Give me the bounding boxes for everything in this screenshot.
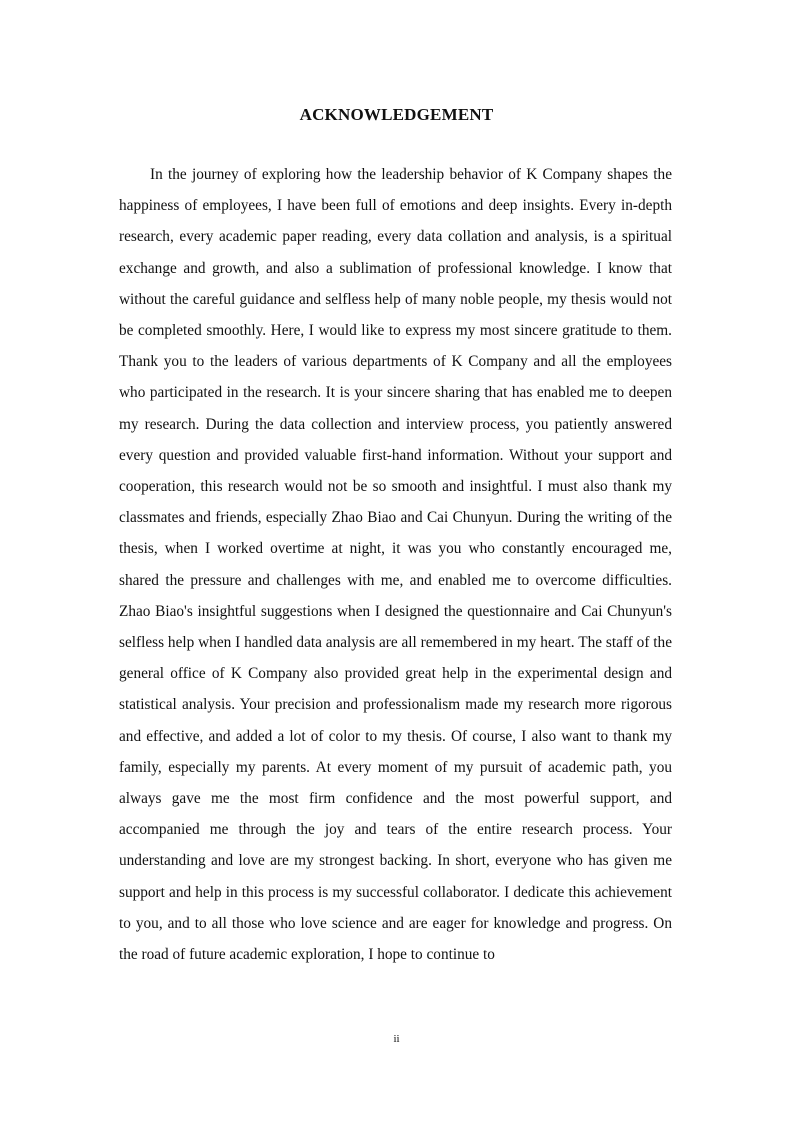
page-title: ACKNOWLEDGEMENT bbox=[299, 105, 494, 124]
acknowledgement-paragraph: In the journey of exploring how the leadership behavior of K Company shapes the happiness of employees, I have been full of emotions and deep insights. Every in-depth research, every academic paper reading, every data collation and analysis, is a spiritual exchange and growth, and also a sublimation of professional knowledge. I know that without the careful guidance and selfless help of many noble people, my thesis would not be completed smoothly. Here, I would like to express my most sincere gratitude to them. Thank you to the leaders of various departments of K Company and all the employees who participated in the research. It is your sincere sharing that has enabled me to deepen my research. During the data collection and interview process, you patiently answered every question and provided valuable first-hand information. Without your support and cooperation, this research would not be so smooth and insightful. I must also thank my classmates and friends, especially Zhao Biao and Cai Chunyun. During the writing of the thesis, when I worked overtime at night, it was you who constantly encouraged me, shared the pressure and challenges with me, and enabled me to overcome difficulties. Zhao Biao's insightful suggestions when I designed the questionnaire and Cai Chunyun's selfless help when I handled data analysis are all remembered in my heart. The staff of the general office of K Company also provided great help in the experimental design and statistical analysis. Your precision and professionalism made my research more rigorous and effective, and added a lot of color to my thesis. Of course, I also want to thank my family, especially my parents. At every moment of my pursuit of academic path, you always gave me the most firm confidence and the most powerful support, and accompanied me through the joy and tears of the entire research process. Your understanding and love are my strongest backing. In short, everyone who has given me support and help in this process is my successful collaborator. I dedicate this achievement to you, and to all those who love science and are eager for knowledge and progress. On the road of future academic exploration, I hope to continue to bbox=[119, 166, 672, 964]
page-number: ii bbox=[393, 1033, 400, 1045]
